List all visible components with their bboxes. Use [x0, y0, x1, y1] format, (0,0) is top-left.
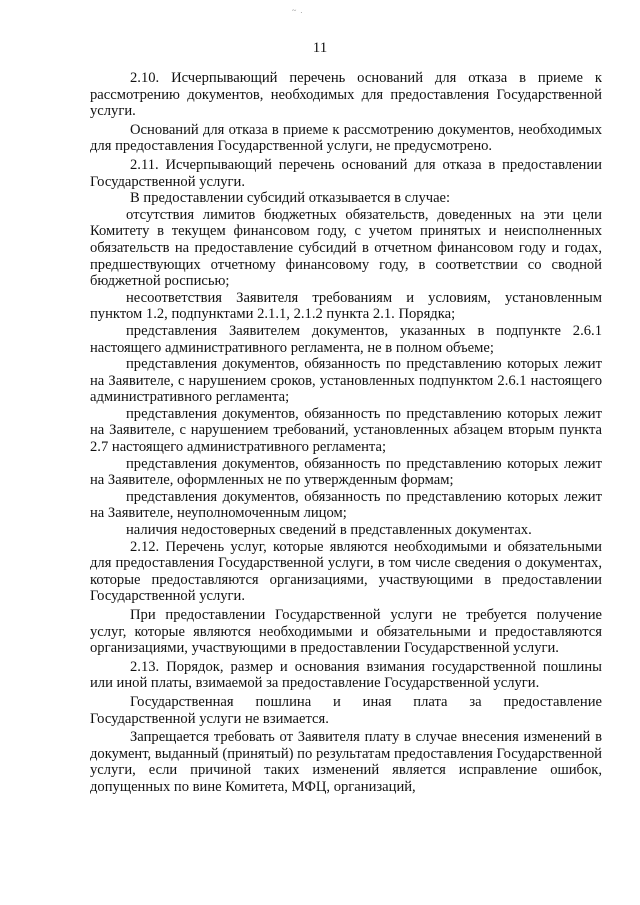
- page-number: 11: [312, 40, 328, 56]
- paragraph: Запрещается требовать от Заявителя плату в случае внесения изменений в документ, выданный (принятый) по результатам предоставления Государственной услуги, если причиной таких изменений является исправление ошибок, допущенных по вине Комитета, МФЦ, организаций,: [90, 729, 602, 795]
- list-item: представления документов, обязанность по представлению которых лежит на Заявителе, с нарушением сроков, установленных подпунктом 2.6.1 настоящего административного регламента;: [90, 356, 602, 406]
- paragraph: При предоставлении Государственной услуги не требуется получение услуг, которые являются необходимыми и обязательными и предоставляются организациями, участвующими в предоставлении Государственной услуги.: [90, 607, 602, 657]
- list-item: представления документов, обязанность по представлению которых лежит на Заявителе, оформленных не по утвержденным формам;: [90, 455, 602, 489]
- paragraph: В предоставлении субсидий отказывается в случае:: [130, 190, 451, 207]
- paragraph: Государственная пошлина и иная плата за предоставление Государственной услуги не взимается.: [90, 693, 602, 727]
- list-item: несоответствия Заявителя требованиям и условиям, установленным пунктом 1.2, подпунктами 2.1.1, 2.1.2 пункта 2.1. Порядка;: [90, 289, 602, 323]
- list-item: наличия недостоверных сведений в представленных документах.: [126, 522, 532, 539]
- section-2-12-heading: 2.12. Перечень услуг, которые являются необходимыми и обязательными для предоставления Государственной услуги, в том числе сведения о документах, которые предоставляются организациями, участвующими в предоставлении Государственной услуги.: [90, 538, 602, 605]
- section-2-11-heading: 2.11. Исчерпывающий перечень оснований для отказа в предоставлении Государственной услуги.: [90, 156, 602, 190]
- top-mark: ~ .: [292, 6, 304, 15]
- list-item: представления документов, обязанность по представлению которых лежит на Заявителе, неуполномоченным лицом;: [90, 488, 602, 522]
- document-body: [90, 70, 602, 796]
- list-item: представления документов, обязанность по представлению которых лежит на Заявителе, с нарушением требований, установленных абзацем вторым пункта 2.7 настоящего административного регламента;: [90, 405, 602, 456]
- list-item: отсутствия лимитов бюджетных обязательств, доведенных на эти цели Комитету в текущем финансовом году, с учетом принятых и неисполненных обязательств на предоставление субсидий в отчетном финансовом году и годах, предшествующих отчетному финансовому году, в соответствии со сводной бюджетной росписью;: [90, 206, 602, 290]
- section-2-13-heading: 2.13. Порядок, размер и основания взимания государственной пошлины или иной платы, взимаемой за предоставление Государственной услуги.: [90, 658, 602, 692]
- section-2-10-heading: 2.10. Исчерпывающий перечень оснований для отказа в приеме к рассмотрению документов, необходимых для предоставления Государственной услуги.: [90, 70, 602, 120]
- list-item: представления Заявителем документов, указанных в подпункте 2.6.1 настоящего административного регламента, не в полном объеме;: [90, 322, 602, 356]
- paragraph: Оснований для отказа в приеме к рассмотрению документов, необходимых для предоставления Государственной услуги, не предусмотрено.: [90, 121, 602, 155]
